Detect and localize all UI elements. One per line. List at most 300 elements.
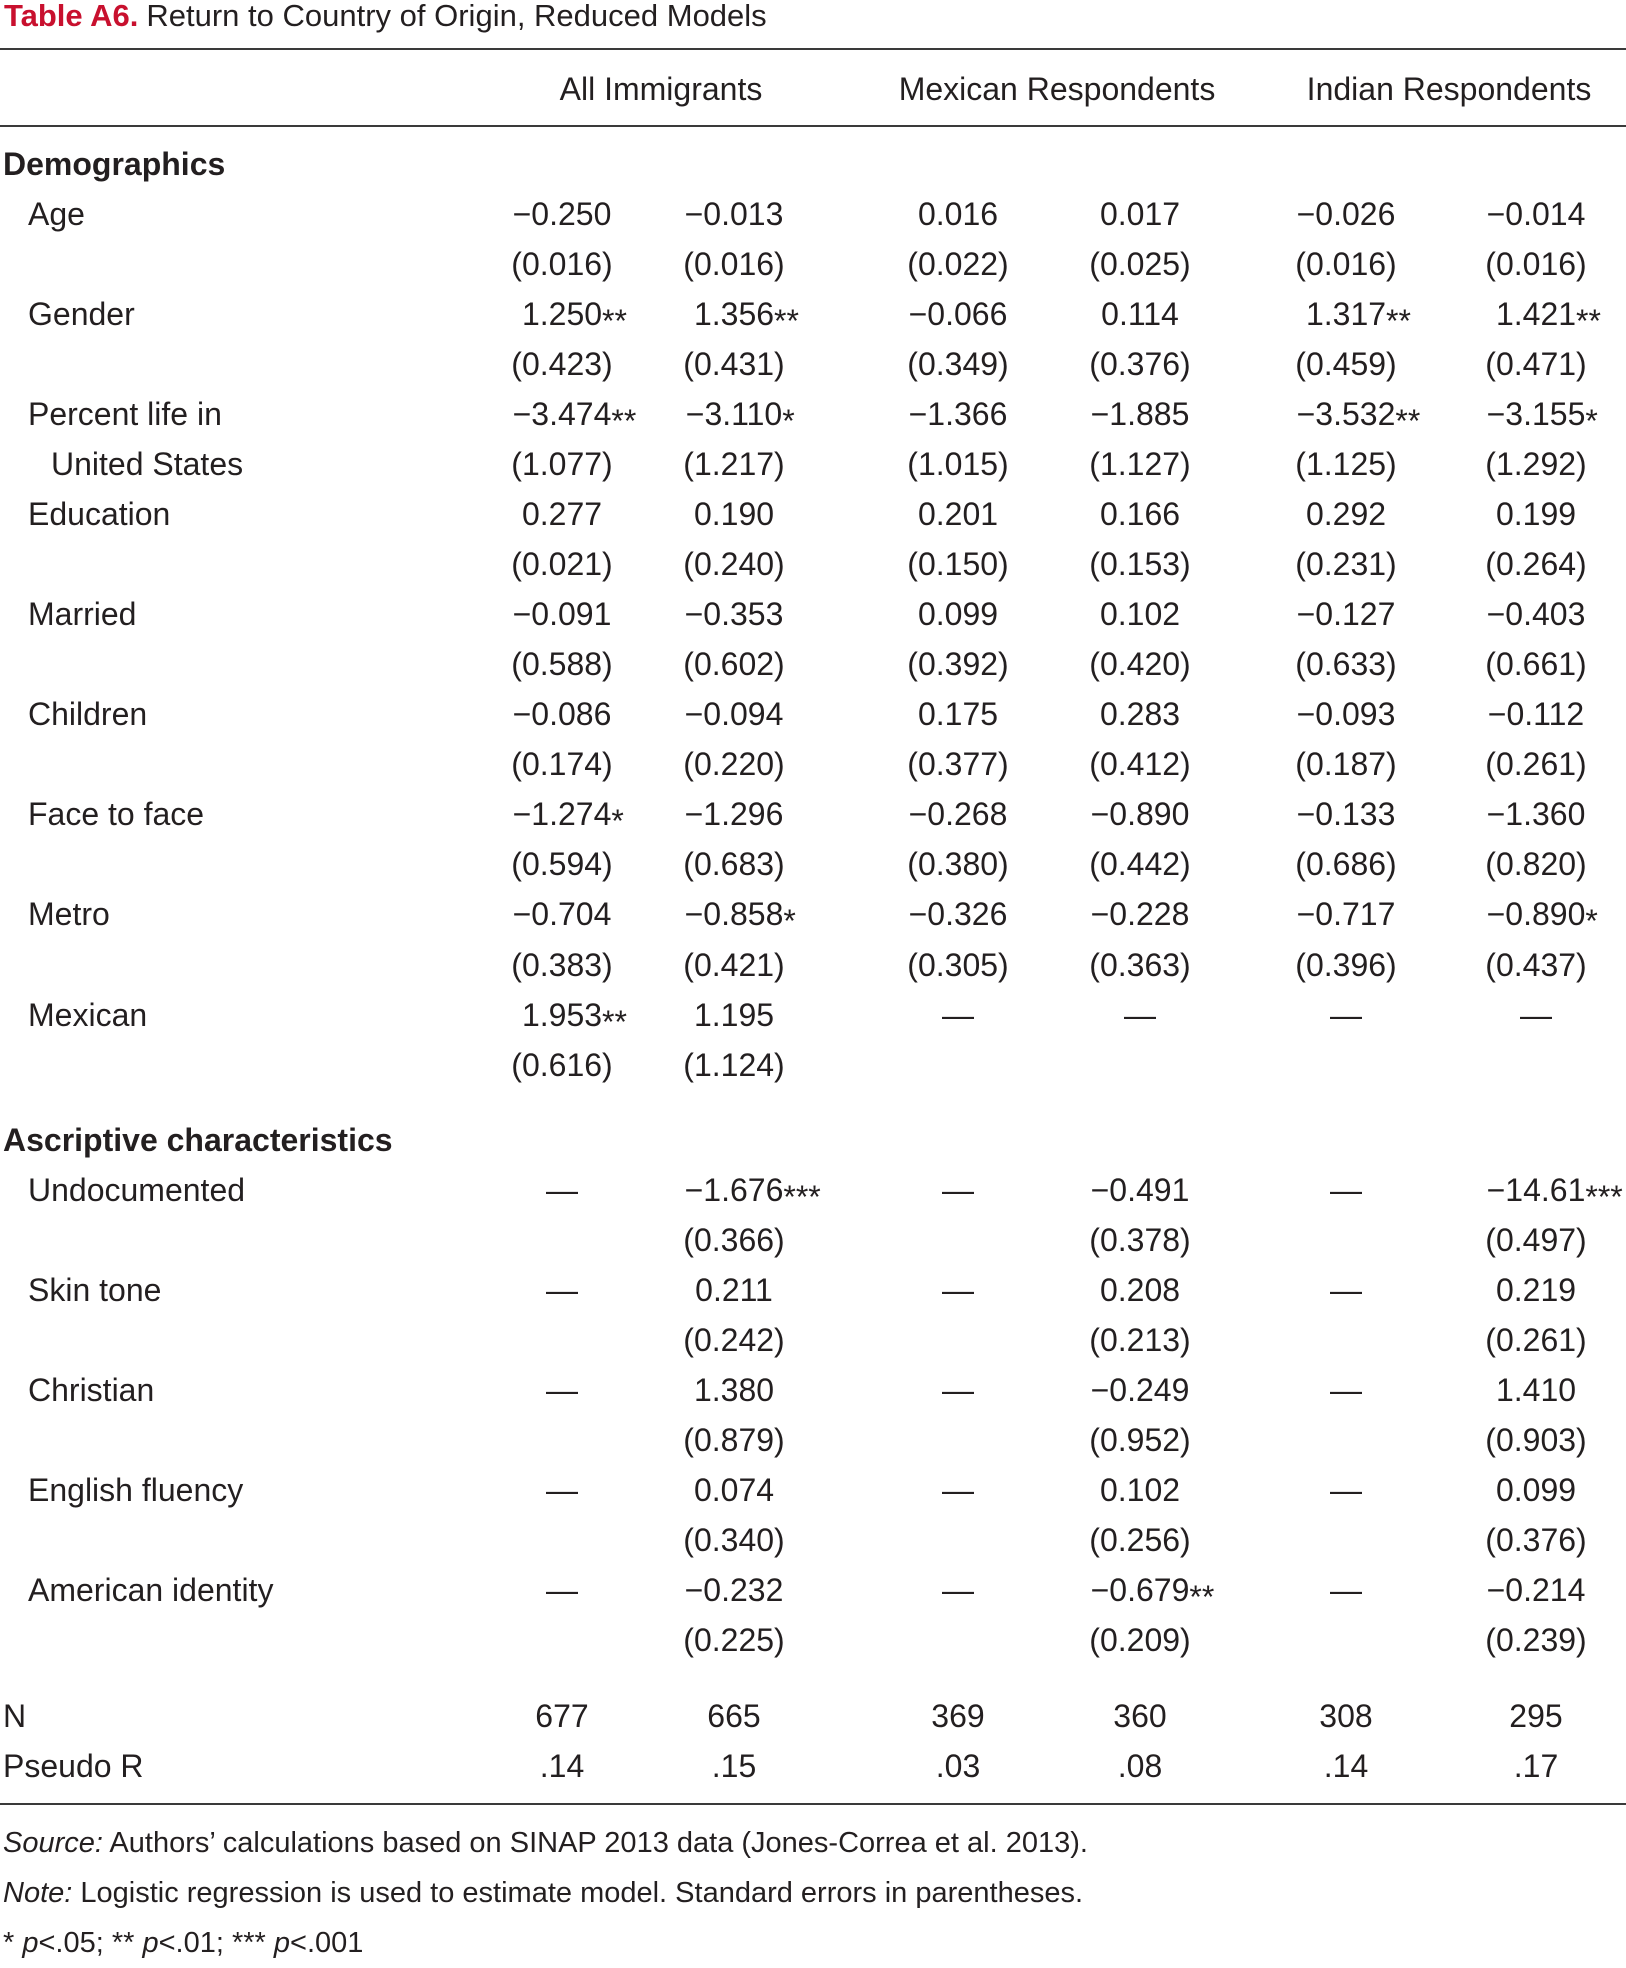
coefficient-cell xyxy=(694,489,774,539)
row-label: Education xyxy=(28,496,171,532)
coefficient-cell xyxy=(513,889,612,939)
coefficient-cell xyxy=(1488,689,1584,739)
std-error-cell-value: (1.077) xyxy=(511,446,613,482)
coefficient-cell-value: −0.858 * xyxy=(685,896,784,932)
std-error-cell-value: (0.431) xyxy=(683,346,785,382)
coefficient-cell xyxy=(1091,889,1190,939)
stat-cell xyxy=(1514,1741,1558,1791)
std-error-cell xyxy=(683,639,784,689)
std-error-cell-value: (0.437) xyxy=(1485,947,1587,983)
coefficient-cell-value: −0.704 xyxy=(512,896,612,932)
std-error-cell-value: (0.022) xyxy=(907,246,1009,282)
coefficient-cell-value: 0.292 xyxy=(1305,496,1387,532)
std-error-cell-value: (0.378) xyxy=(1089,1222,1191,1258)
stat-cell xyxy=(1509,1691,1562,1741)
coefficient-cell xyxy=(1487,789,1586,839)
coefficient-cell xyxy=(942,1365,974,1415)
std-error-cell xyxy=(683,339,784,389)
coefficient-cell-value: 1.380 xyxy=(693,1372,775,1408)
coefficient-cell xyxy=(909,289,1008,339)
stat-cell-value: 295 xyxy=(1509,1698,1563,1734)
coefficient-cell-value: −0.491 xyxy=(1090,1172,1190,1208)
coefficient-cell-value: — xyxy=(942,1172,974,1208)
significance-stars: * xyxy=(783,903,796,939)
header-rule xyxy=(0,125,1626,127)
coefficient-cell-value: −0.214 xyxy=(1486,1572,1586,1608)
coefficient-cell-value: — xyxy=(1330,1172,1362,1208)
source-text: Authors’ calculations based on SINAP 2013 data (Jones-Correa et al. 2013). xyxy=(102,1827,1088,1859)
coefficient-cell xyxy=(1090,1565,1215,1615)
coefficient-cell xyxy=(1091,789,1190,839)
coefficient-cell-value: 0.201 xyxy=(917,496,999,532)
coefficient-cell-value: −0.890 xyxy=(1090,796,1190,832)
std-error-cell-value: (0.380) xyxy=(907,846,1009,882)
coefficient-cell xyxy=(512,389,637,439)
coefficient-cell xyxy=(942,1565,974,1615)
std-error-cell-value: (0.376) xyxy=(1089,346,1191,382)
std-error-cell xyxy=(683,839,784,889)
std-error-cell xyxy=(683,1315,784,1365)
section-title: Ascriptive characteristics xyxy=(3,1122,393,1158)
significance-part: p xyxy=(142,1927,159,1959)
std-error-cell xyxy=(907,639,1008,689)
coefficient-cell-value: 0.016 xyxy=(917,196,999,232)
coefficient-cell-value: 1.195 xyxy=(693,997,775,1033)
std-error-cell xyxy=(907,539,1008,589)
coefficient-cell xyxy=(1306,489,1386,539)
coefficient-cell xyxy=(685,189,784,239)
std-error-cell-value: (1.217) xyxy=(683,446,785,482)
stat-cell xyxy=(540,1741,584,1791)
coefficient-cell-value: −3.110 * xyxy=(686,396,782,432)
coefficient-cell-value: 1.953 ** xyxy=(522,997,602,1033)
coefficient-cell-value: −1.885 xyxy=(1090,396,1190,432)
coefficient-cell xyxy=(1487,1565,1586,1615)
significance-stars: * xyxy=(782,403,795,439)
coefficient-cell-value: −1.274 * xyxy=(513,796,612,832)
significance-stars: ** xyxy=(611,403,637,439)
coefficient-cell xyxy=(1297,789,1396,839)
row-label: Skin tone xyxy=(28,1272,162,1308)
std-error-cell-value: (1.125) xyxy=(1295,446,1397,482)
stat-cell-value: .03 xyxy=(935,1748,981,1784)
std-error-cell xyxy=(683,539,784,589)
std-error-cell xyxy=(1485,239,1586,289)
row-label: Percent life in xyxy=(28,396,222,432)
significance-stars: ** xyxy=(1576,303,1601,339)
std-error-cell xyxy=(1485,1315,1586,1365)
coefficient-cell xyxy=(694,990,774,1040)
std-error-cell-value: (1.127) xyxy=(1089,446,1191,482)
std-error-cell-value: (0.340) xyxy=(683,1522,785,1558)
coefficient-cell-value: 0.190 xyxy=(693,496,775,532)
coefficient-cell xyxy=(1487,189,1586,239)
significance-part: p xyxy=(273,1927,291,1959)
std-error-cell xyxy=(1089,1415,1190,1465)
std-error-cell-value: (0.366) xyxy=(683,1222,785,1258)
stat-cell xyxy=(535,1691,588,1741)
std-error-cell xyxy=(683,239,784,289)
note-text: Logistic regression is used to estimate model. Standard errors in parentheses. xyxy=(72,1877,1084,1909)
std-error-cell xyxy=(1485,1515,1586,1565)
coefficient-cell-value: 0.166 xyxy=(1099,496,1181,532)
coefficient-cell xyxy=(1101,289,1179,339)
coefficient-cell xyxy=(513,689,612,739)
coefficient-cell xyxy=(1100,689,1180,739)
coefficient-cell-value: −1.296 xyxy=(684,796,784,832)
std-error-cell-value: (0.633) xyxy=(1295,646,1397,682)
std-error-cell xyxy=(907,439,1008,489)
coefficient-cell-value: −0.093 xyxy=(1296,696,1396,732)
coefficient-cell-value: −0.679 ** xyxy=(1091,1572,1190,1608)
coefficient-cell xyxy=(1305,289,1411,339)
std-error-cell-value: (0.256) xyxy=(1089,1522,1191,1558)
std-error-cell-value: (0.420) xyxy=(1089,646,1191,682)
significance-stars: * xyxy=(611,803,624,839)
stat-label: N xyxy=(3,1698,27,1734)
coefficient-cell xyxy=(1297,189,1396,239)
coefficient-cell xyxy=(1330,1365,1362,1415)
std-error-cell xyxy=(511,239,612,289)
std-error-cell-value: (0.150) xyxy=(907,546,1009,582)
row-label: United States xyxy=(51,446,244,482)
std-error-cell xyxy=(1485,739,1586,789)
std-error-cell xyxy=(1485,339,1586,389)
significance-stars: ** xyxy=(774,303,799,339)
coefficient-cell xyxy=(1091,1365,1190,1415)
coefficient-cell xyxy=(1100,589,1180,639)
coefficient-cell xyxy=(521,289,627,339)
std-error-cell xyxy=(1485,940,1586,990)
row-label: Undocumented xyxy=(28,1172,246,1208)
stat-cell-value: .14 xyxy=(1323,1748,1369,1784)
std-error-cell-value: (0.349) xyxy=(907,346,1009,382)
coefficient-cell-value: — xyxy=(1124,997,1156,1033)
stat-cell xyxy=(1118,1741,1162,1791)
coefficient-cell-value: 0.102 xyxy=(1099,596,1181,632)
coefficient-cell xyxy=(684,1165,821,1215)
significance-stars: ** xyxy=(1189,1579,1215,1615)
coefficient-cell-value: 1.356 ** xyxy=(694,296,774,332)
note-footnote xyxy=(3,1868,1083,1918)
coefficient-cell xyxy=(513,189,612,239)
std-error-cell xyxy=(1485,439,1586,489)
stat-cell-value: .17 xyxy=(1513,1748,1559,1784)
std-error-cell xyxy=(1089,539,1190,589)
coefficient-cell xyxy=(1330,990,1362,1040)
coefficient-cell xyxy=(512,789,624,839)
coefficient-cell-value: −0.890 * xyxy=(1487,896,1586,932)
coefficient-cell-value: −0.717 xyxy=(1296,896,1396,932)
std-error-cell xyxy=(1295,539,1396,589)
coefficient-cell-value: — xyxy=(546,1372,578,1408)
std-error-cell-value: (0.261) xyxy=(1485,746,1587,782)
coefficient-cell xyxy=(918,489,998,539)
coefficient-cell-value: 0.208 xyxy=(1099,1272,1181,1308)
significance-stars: ** xyxy=(602,303,627,339)
coefficient-cell xyxy=(1486,889,1598,939)
coefficient-cell xyxy=(1297,889,1396,939)
std-error-cell xyxy=(1089,639,1190,689)
std-error-cell-value: (0.016) xyxy=(1295,246,1397,282)
significance-footnote xyxy=(3,1918,363,1968)
coefficient-cell-value: — xyxy=(942,1572,974,1608)
coefficient-cell xyxy=(694,1365,774,1415)
coefficient-cell xyxy=(546,1265,578,1315)
note-label: Note: xyxy=(3,1877,73,1909)
std-error-cell xyxy=(511,339,612,389)
coefficient-cell-value: −1.360 xyxy=(1486,796,1586,832)
coefficient-cell-value: −0.353 xyxy=(684,596,784,632)
coefficient-cell-value: 1.317 ** xyxy=(1306,296,1386,332)
coefficient-cell xyxy=(909,889,1008,939)
row-label: Gender xyxy=(28,296,135,332)
std-error-cell-value: (0.261) xyxy=(1485,1322,1587,1358)
std-error-cell xyxy=(907,339,1008,389)
std-error-cell xyxy=(511,539,612,589)
significance-stars: ** xyxy=(602,1004,627,1040)
std-error-cell-value: (1.292) xyxy=(1485,446,1587,482)
coefficient-cell xyxy=(1496,1365,1576,1415)
coefficient-cell-value: 0.211 xyxy=(695,1272,773,1308)
stat-cell-value: .15 xyxy=(711,1748,757,1784)
std-error-cell xyxy=(511,739,612,789)
row-label: Christian xyxy=(28,1372,155,1408)
coefficient-cell-value: −0.013 xyxy=(684,196,784,232)
stat-cell xyxy=(931,1691,984,1741)
coefficient-cell xyxy=(695,1265,773,1315)
std-error-cell xyxy=(1485,1615,1586,1665)
coefficient-cell-value: — xyxy=(546,1572,578,1608)
std-error-cell xyxy=(683,439,784,489)
std-error-cell xyxy=(511,1040,612,1090)
std-error-cell xyxy=(511,439,612,489)
std-error-cell-value: (0.459) xyxy=(1295,346,1397,382)
std-error-cell xyxy=(1485,1415,1586,1465)
stat-cell xyxy=(707,1691,760,1741)
stat-cell-value: .08 xyxy=(1117,1748,1163,1784)
std-error-cell xyxy=(1089,339,1190,389)
coefficient-cell xyxy=(1091,1165,1190,1215)
std-error-cell xyxy=(511,639,612,689)
coefficient-cell-value: 1.410 xyxy=(1495,1372,1577,1408)
coefficient-cell-value: −3.532 ** xyxy=(1297,396,1396,432)
std-error-cell-value: (0.231) xyxy=(1295,546,1397,582)
std-error-cell-value: (0.820) xyxy=(1485,846,1587,882)
std-error-cell-value: (0.392) xyxy=(907,646,1009,682)
std-error-cell xyxy=(683,1515,784,1565)
std-error-cell-value: (0.025) xyxy=(1089,246,1191,282)
coefficient-cell-value: −14.61 *** xyxy=(1487,1172,1586,1208)
top-rule xyxy=(0,48,1626,50)
coefficient-cell xyxy=(1330,1565,1362,1615)
coefficient-cell xyxy=(546,1365,578,1415)
coefficient-cell xyxy=(546,1465,578,1515)
coefficient-cell-value: 0.175 xyxy=(917,696,999,732)
stat-cell xyxy=(1324,1741,1368,1791)
coefficient-cell xyxy=(694,1465,774,1515)
significance-part: * xyxy=(3,1927,23,1959)
std-error-cell-value: (0.661) xyxy=(1485,646,1587,682)
coefficient-cell-value: −0.228 xyxy=(1090,896,1190,932)
row-label: English fluency xyxy=(28,1472,244,1508)
coefficient-cell-value: 0.099 xyxy=(917,596,999,632)
significance-stars: *** xyxy=(783,1179,821,1215)
std-error-cell-value: (0.153) xyxy=(1089,546,1191,582)
std-error-cell xyxy=(511,940,612,990)
std-error-cell-value: (0.021) xyxy=(511,546,613,582)
coefficient-cell xyxy=(685,389,795,439)
coefficient-cell-value: −0.094 xyxy=(684,696,784,732)
coefficient-cell xyxy=(513,589,612,639)
std-error-cell xyxy=(1295,839,1396,889)
coefficient-cell xyxy=(546,1565,578,1615)
std-error-cell-value: (0.594) xyxy=(511,846,613,882)
std-error-cell xyxy=(1089,239,1190,289)
coefficient-cell-value: −0.086 xyxy=(512,696,612,732)
coefficient-cell xyxy=(942,1265,974,1315)
coefficient-cell-value: −0.250 xyxy=(512,196,612,232)
coefficient-cell-value: 0.017 xyxy=(1099,196,1181,232)
std-error-cell-value: (0.442) xyxy=(1089,846,1191,882)
stat-cell-value: 677 xyxy=(535,1698,589,1734)
coefficient-cell xyxy=(522,489,602,539)
std-error-cell xyxy=(1089,1215,1190,1265)
coefficient-cell xyxy=(684,889,796,939)
std-error-cell-value: (0.412) xyxy=(1089,746,1191,782)
source-label: Source: xyxy=(3,1827,103,1859)
std-error-cell-value: (0.174) xyxy=(511,746,613,782)
row-label: Children xyxy=(28,696,148,732)
coefficient-cell xyxy=(1330,1265,1362,1315)
std-error-cell xyxy=(511,839,612,889)
stat-cell xyxy=(1113,1691,1166,1741)
std-error-cell-value: (0.240) xyxy=(683,546,785,582)
coefficient-cell-value: 0.277 xyxy=(521,496,603,532)
std-error-cell xyxy=(1089,739,1190,789)
coefficient-cell-value: — xyxy=(546,1172,578,1208)
coefficient-cell-value: −0.249 xyxy=(1090,1372,1190,1408)
std-error-cell-value: (0.376) xyxy=(1485,1522,1587,1558)
coefficient-cell xyxy=(693,289,799,339)
significance-stars: * xyxy=(1585,403,1598,439)
std-error-cell-value: (1.124) xyxy=(683,1047,785,1083)
stat-label: Pseudo R xyxy=(3,1748,144,1784)
significance-part: <.01; *** xyxy=(158,1927,274,1959)
coefficient-cell xyxy=(546,1165,578,1215)
coefficient-cell xyxy=(942,1165,974,1215)
source-footnote xyxy=(3,1818,1088,1868)
coefficient-cell-value: — xyxy=(1520,997,1552,1033)
std-error-cell xyxy=(1089,940,1190,990)
table-title-text: Return to Country of Origin, Reduced Models xyxy=(146,0,767,33)
coefficient-cell xyxy=(918,689,998,739)
std-error-cell-value: (0.213) xyxy=(1089,1322,1191,1358)
std-error-cell xyxy=(683,940,784,990)
coefficient-cell-value: — xyxy=(1330,1372,1362,1408)
coefficient-cell xyxy=(1486,1165,1623,1215)
coefficient-cell xyxy=(1100,1465,1180,1515)
coefficient-cell-value: −1.676 *** xyxy=(685,1172,784,1208)
coefficient-cell-value: −0.133 xyxy=(1296,796,1396,832)
coefficient-cell-value: −3.474 ** xyxy=(513,396,612,432)
std-error-cell-value: (0.383) xyxy=(511,947,613,983)
std-error-cell-value: (0.016) xyxy=(511,246,613,282)
coefficient-cell xyxy=(909,389,1008,439)
std-error-cell xyxy=(683,1415,784,1465)
stat-cell xyxy=(1319,1691,1372,1741)
row-label: Married xyxy=(28,596,137,632)
std-error-cell-value: (0.363) xyxy=(1089,947,1191,983)
coefficient-cell-value: — xyxy=(942,1372,974,1408)
std-error-cell xyxy=(1485,839,1586,889)
significance-part: p xyxy=(22,1927,39,1959)
row-label: Age xyxy=(28,196,85,232)
coefficient-cell xyxy=(1496,489,1576,539)
coefficient-cell xyxy=(685,1565,784,1615)
stat-cell-value: .14 xyxy=(539,1748,585,1784)
coefficient-cell-value: −0.268 xyxy=(908,796,1008,832)
coefficient-cell xyxy=(1487,589,1586,639)
coefficient-cell xyxy=(685,689,784,739)
coefficient-cell xyxy=(1496,1465,1576,1515)
std-error-cell xyxy=(1295,439,1396,489)
column-header: Mexican Respondents xyxy=(898,71,1216,107)
std-error-cell-value: (0.952) xyxy=(1089,1422,1191,1458)
coefficient-cell xyxy=(1495,289,1601,339)
std-error-cell-value: (0.602) xyxy=(683,646,785,682)
std-error-cell xyxy=(683,1040,784,1090)
coefficient-cell-value: −3.155 * xyxy=(1487,396,1586,432)
column-header: Indian Respondents xyxy=(1306,71,1592,107)
std-error-cell-value: (0.616) xyxy=(511,1047,613,1083)
std-error-cell xyxy=(1089,1315,1190,1365)
stat-cell-value: 369 xyxy=(931,1698,985,1734)
std-error-cell-value: (0.220) xyxy=(683,746,785,782)
std-error-cell xyxy=(1089,1515,1190,1565)
stat-cell xyxy=(712,1741,756,1791)
coefficient-cell xyxy=(1496,1265,1576,1315)
std-error-cell-value: (0.225) xyxy=(683,1622,785,1658)
coefficient-cell-value: −0.026 xyxy=(1296,196,1396,232)
std-error-cell xyxy=(1089,1615,1190,1665)
coefficient-cell xyxy=(1100,1265,1180,1315)
coefficient-cell-value: — xyxy=(1330,1272,1362,1308)
stat-cell-value: 360 xyxy=(1113,1698,1167,1734)
std-error-cell xyxy=(1485,1215,1586,1265)
coefficient-cell-value: 0.283 xyxy=(1099,696,1181,732)
coefficient-cell-value: — xyxy=(942,997,974,1033)
significance-stars: * xyxy=(1585,903,1598,939)
std-error-cell xyxy=(1089,439,1190,489)
coefficient-cell-value: 1.421 ** xyxy=(1496,296,1576,332)
coefficient-cell xyxy=(942,990,974,1040)
column-header: All Immigrants xyxy=(559,71,763,107)
std-error-cell-value: (0.903) xyxy=(1485,1422,1587,1458)
significance-stars: *** xyxy=(1585,1179,1623,1215)
std-error-cell xyxy=(907,940,1008,990)
std-error-cell-value: (0.016) xyxy=(683,246,785,282)
significance-stars: ** xyxy=(1386,303,1411,339)
std-error-cell-value: (0.242) xyxy=(683,1322,785,1358)
row-label: Mexican xyxy=(28,997,148,1033)
coefficient-cell-value: −0.326 xyxy=(908,896,1008,932)
coefficient-cell xyxy=(1486,389,1598,439)
std-error-cell-value: (0.879) xyxy=(683,1422,785,1458)
significance-stars: ** xyxy=(1395,403,1421,439)
coefficient-cell xyxy=(1297,589,1396,639)
coefficient-cell-value: 0.219 xyxy=(1495,1272,1577,1308)
